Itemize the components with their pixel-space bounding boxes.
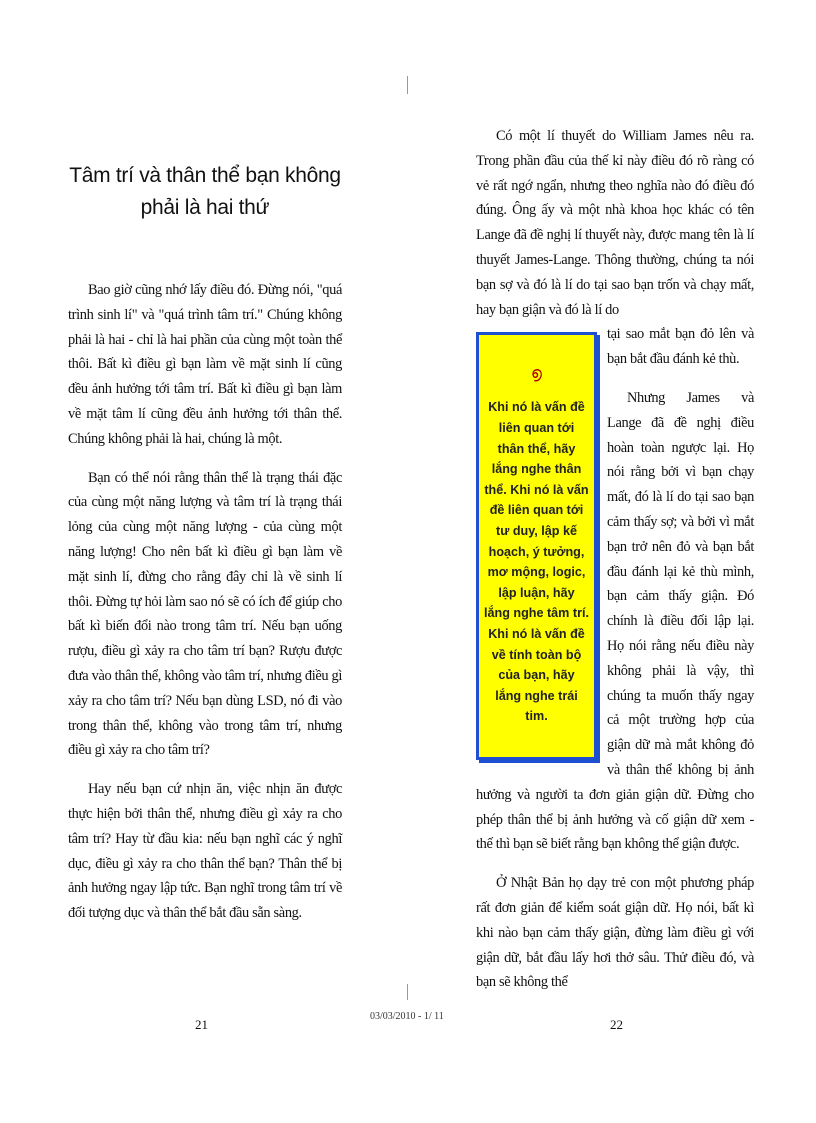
page-divider-mark-bottom xyxy=(407,984,408,1000)
footer-date: 03/03/2010 - 1/ 11 xyxy=(370,1011,444,1022)
callout-quote-text: Khi nó là vấn đề liên quan tới thân thể, hãy lắng nghe thân thể. Khi nó là vấn đề liên quan tới tư duy, lập kế hoạch, ý tưởng, mơ mộng, logic, lập luận, hãy lắng nghe tâm trí. Khi nó là vấn đề về tính toàn bộ của bạn, hãy lắng nghe trái tim. xyxy=(484,400,589,724)
right-paragraph-1: Có một lí thuyết do William James nêu ra. Trong phần đầu của thế kỉ này điều đó rõ ràng có vẻ rất ngớ ngẩn, nhưng theo nghĩa nào đó điều đó đúng. Ông ấy và một nhà khoa học khác có tên Lange đã đề nghị lí thuyết này, được mang tên là lí thuyết James-Lange. Thông thường, chúng ta nói bạn sợ và đó là lí do tại sao bạn trốn và chạy mất, hay bạn giận và đó là lí do xyxy=(476,128,754,318)
left-paragraph-2: Bạn có thể nói rằng thân thể là trạng thái đặc của cùng một năng lượng và tâm trí là trạng thái lỏng của cùng một năng lượng - của cùng một năng lượng! Cho nên bất kì điều gì bạn làm về mặt sinh lí, đừng cho rằng đây chỉ là về sinh lí thôi. Đừng tự hỏi làm sao nó sẽ có ích để giúp cho bất kì biến đổi nào trong tâm trí. Nếu bạn uống rượu, điều gì xảy ra cho tâm trí bạn? Rượu được đưa vào thân thể, không vào tâm trí, nhưng điều gì xảy ra cho tâm trí? Nếu bạn dùng LSD, nó đi vào trong thân thể, không vào trong tâm trí, nhưng điều gì xảy ra cho tâm trí? xyxy=(68,469,342,759)
right-paragraph-3: Ở Nhật Bản họ dạy trẻ con một phương pháp rất đơn giản để kiểm soát giận dữ. Họ nói, bất kì khi nào bạn cảm thấy giận, đừng làm điều gì với giận dữ, bắt đầu lấy hơi thở sâu. Thử điều đó, và bạn sẽ không thể xyxy=(476,875,754,991)
page-divider-mark-top xyxy=(407,76,408,94)
right-paragraph-2: Nhưng James và Lange đã đề nghị điều hoàn toàn ngược lại. Họ nói rằng bởi vì bạn chạy mất, đó là lí do tại sao bạn cảm thấy sợ; và bởi vì mắt bạn trở nên đỏ và bạn bắt đầu đánh lại kẻ thù mình, bạn cảm thấy giận. Đó chính là điều đối lập lại. Họ nói rằng nếu điều này không phải là vậy, thì chúng ta muốn thấy ngay cả một trường hợp của giận dữ mà mắt không đỏ và thân thể không bị ảnh hưởng và người ta đơn giản giận dữ. Đừng cho phép thân thể bị ảnh hưởng và cố giận dữ xem - thế thì bạn sẽ biết rằng bạn không thể giận được. xyxy=(476,389,754,853)
page-number-left: 21 xyxy=(195,1017,208,1032)
ornament-icon: ൭ xyxy=(531,365,542,383)
left-page xyxy=(68,160,342,940)
chapter-title: Tâm trí và thân thể bạn không phải là hai thứ xyxy=(69,164,341,219)
quote-callout-box xyxy=(476,332,597,760)
right-page xyxy=(476,124,754,1009)
page-number-right: 22 xyxy=(610,1017,623,1032)
left-paragraph-1: Bao giờ cũng nhớ lấy điều đó. Đừng nói, "quá trình sinh lí" và "quá trình tâm trí." Chúng không phải là hai - chỉ là hai phần của cùng một toàn thể thôi. Bất kì điều gì bạn làm về mặt sinh lí cũng đều ảnh hưởng tới tâm trí. Bất kì điều gì bạn làm về mặt tâm lí cũng đều ảnh hưởng tới thân thể. Chúng không phải là hai, chúng là một. xyxy=(68,282,342,447)
left-paragraph-3: Hay nếu bạn cứ nhịn ăn, việc nhịn ăn được thực hiện bởi thân thể, nhưng điều gì xảy ra cho tâm trí? Hay từ đầu kia: nếu bạn nghĩ các ý nghĩ dục, điều gì xảy ra cho thân thể bạn? Thân thể bị ảnh hưởng ngay lập tức. Bạn nghĩ trong tâm trí về đối tượng dục và thân thể bắt đầu sẵn sàng. xyxy=(68,781,342,922)
right-paragraph-1-continued: tại sao mắt bạn đỏ lên và bạn bắt đầu đánh kẻ thù. xyxy=(607,326,754,368)
